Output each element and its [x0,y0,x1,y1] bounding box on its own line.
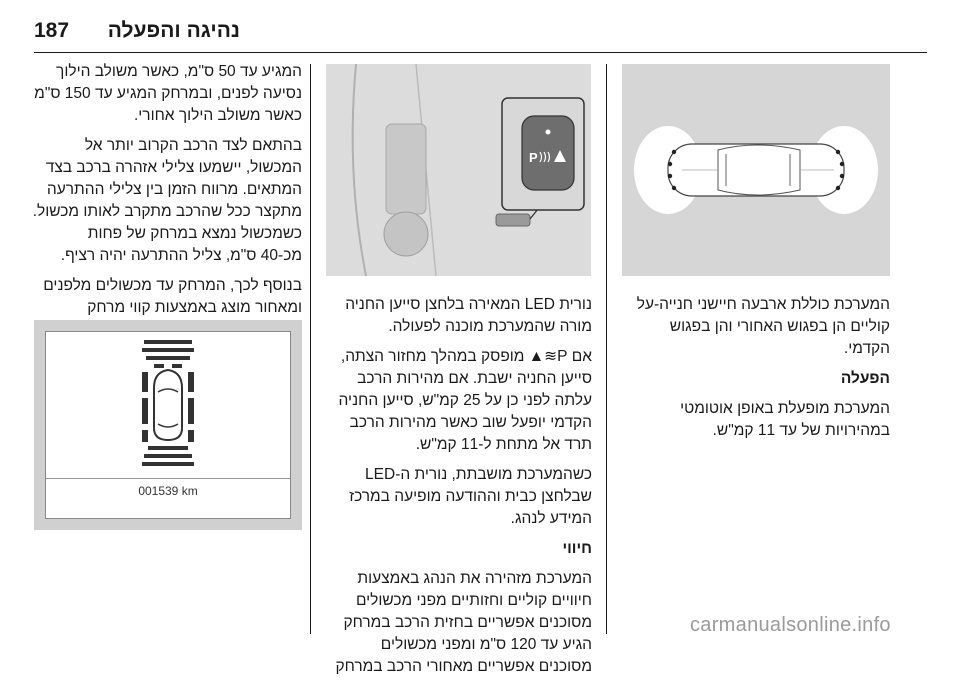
parking-sensor-car-illustration [622,64,890,276]
led-paragraph: נורית LED המאירה בלחצן סייען החניה מורה שהמערכת מוכנה לפעולה. [345,296,592,335]
svg-text:P: P [529,150,538,165]
activation-paragraph: המערכת מופעלת באופן אוטומטי במהירויות של עד 11 קמ"ש. [680,400,890,439]
warning-tone-paragraph: בהתאם לצד הרכב הקרוב יותר אל המכשול, יישמעו צלילי אזהרה ברכב בצד המתאים. מרווח הזמן בין צלילי ההתרעה מתקצר ככל שהרכב מתקרב לאותו מכשול. כשמכשול נמצא במרחק של פחות מכ-40 ס"מ, צליל ההתרעה יהיה רציף. [32,137,302,264]
section-title: נהיגה והפעלה [107,19,240,42]
header-divider [34,52,927,53]
park-assist-button-illustration [326,64,591,276]
caption-divider [46,478,290,479]
led-indicator [546,130,551,135]
warning-heading: חיווי [562,540,592,557]
watermark: carmanualsonline.info [690,614,891,636]
right-text-column [622,294,890,450]
activation-heading: הפעלה [840,370,890,387]
display-paragraph: בנוסף לכך, המרחק עד מכשולים מלפנים ומאחור מוצג באמצעות קווי מרחק [43,277,302,316]
distance-lines-diagram [46,332,290,478]
deactivation-paragraph: אם P≋▲ מופסק במהלך מחזור הצתה, סייען החניה ישבת. אם מהירות הרכב עלתה לפני כן על 25 קמ"ש, סייען החניה הקדמי יופעל שוב כאשר מהירות הרכב תרד אל מתחת ל-11 קמ"ש. [338,348,592,453]
column-divider-right [606,64,607,634]
driver-info-display-illustration [34,320,302,530]
intro-paragraph: המערכת כוללת ארבעה חיישני חנייה-על קוליים הן בפגוש האחורי והן בפגוש הקדמי. [636,296,890,357]
disabled-paragraph: כשהמערכת מושבתת, נורית ה-LED שבלחצן כבית וההודעה מופיעה במרכז המידע לנהג. [349,466,592,527]
distance-paragraph: המגיע עד 50 ס"מ, כאשר משולב הילוך נסיעה לפנים, ובמרחק המגיע עד 150 ס"מ כאשר משולב הילוך אחורי. [34,63,302,124]
middle-text-column [318,294,592,686]
odometer-reading: 001539 km [138,484,198,498]
page-number: 187 [34,19,70,42]
car-sensor-diagram [622,64,890,276]
warning-paragraph: המערכת מזהירה את הנהג באמצעות חיוויים קוליים וחזותיים מפני מכשולים מסוכנים אפשריים בחזית הרכב במרחק הגיע עד 120 ס"מ ומפני מכשולים מסוכנים אפשריים מאחורי הרכב במרחק [335,570,592,675]
column-divider-left [310,64,311,634]
car-outline [154,370,182,440]
page-header [0,0,960,56]
display-screen [45,331,291,519]
interior-console-diagram [326,64,591,276]
